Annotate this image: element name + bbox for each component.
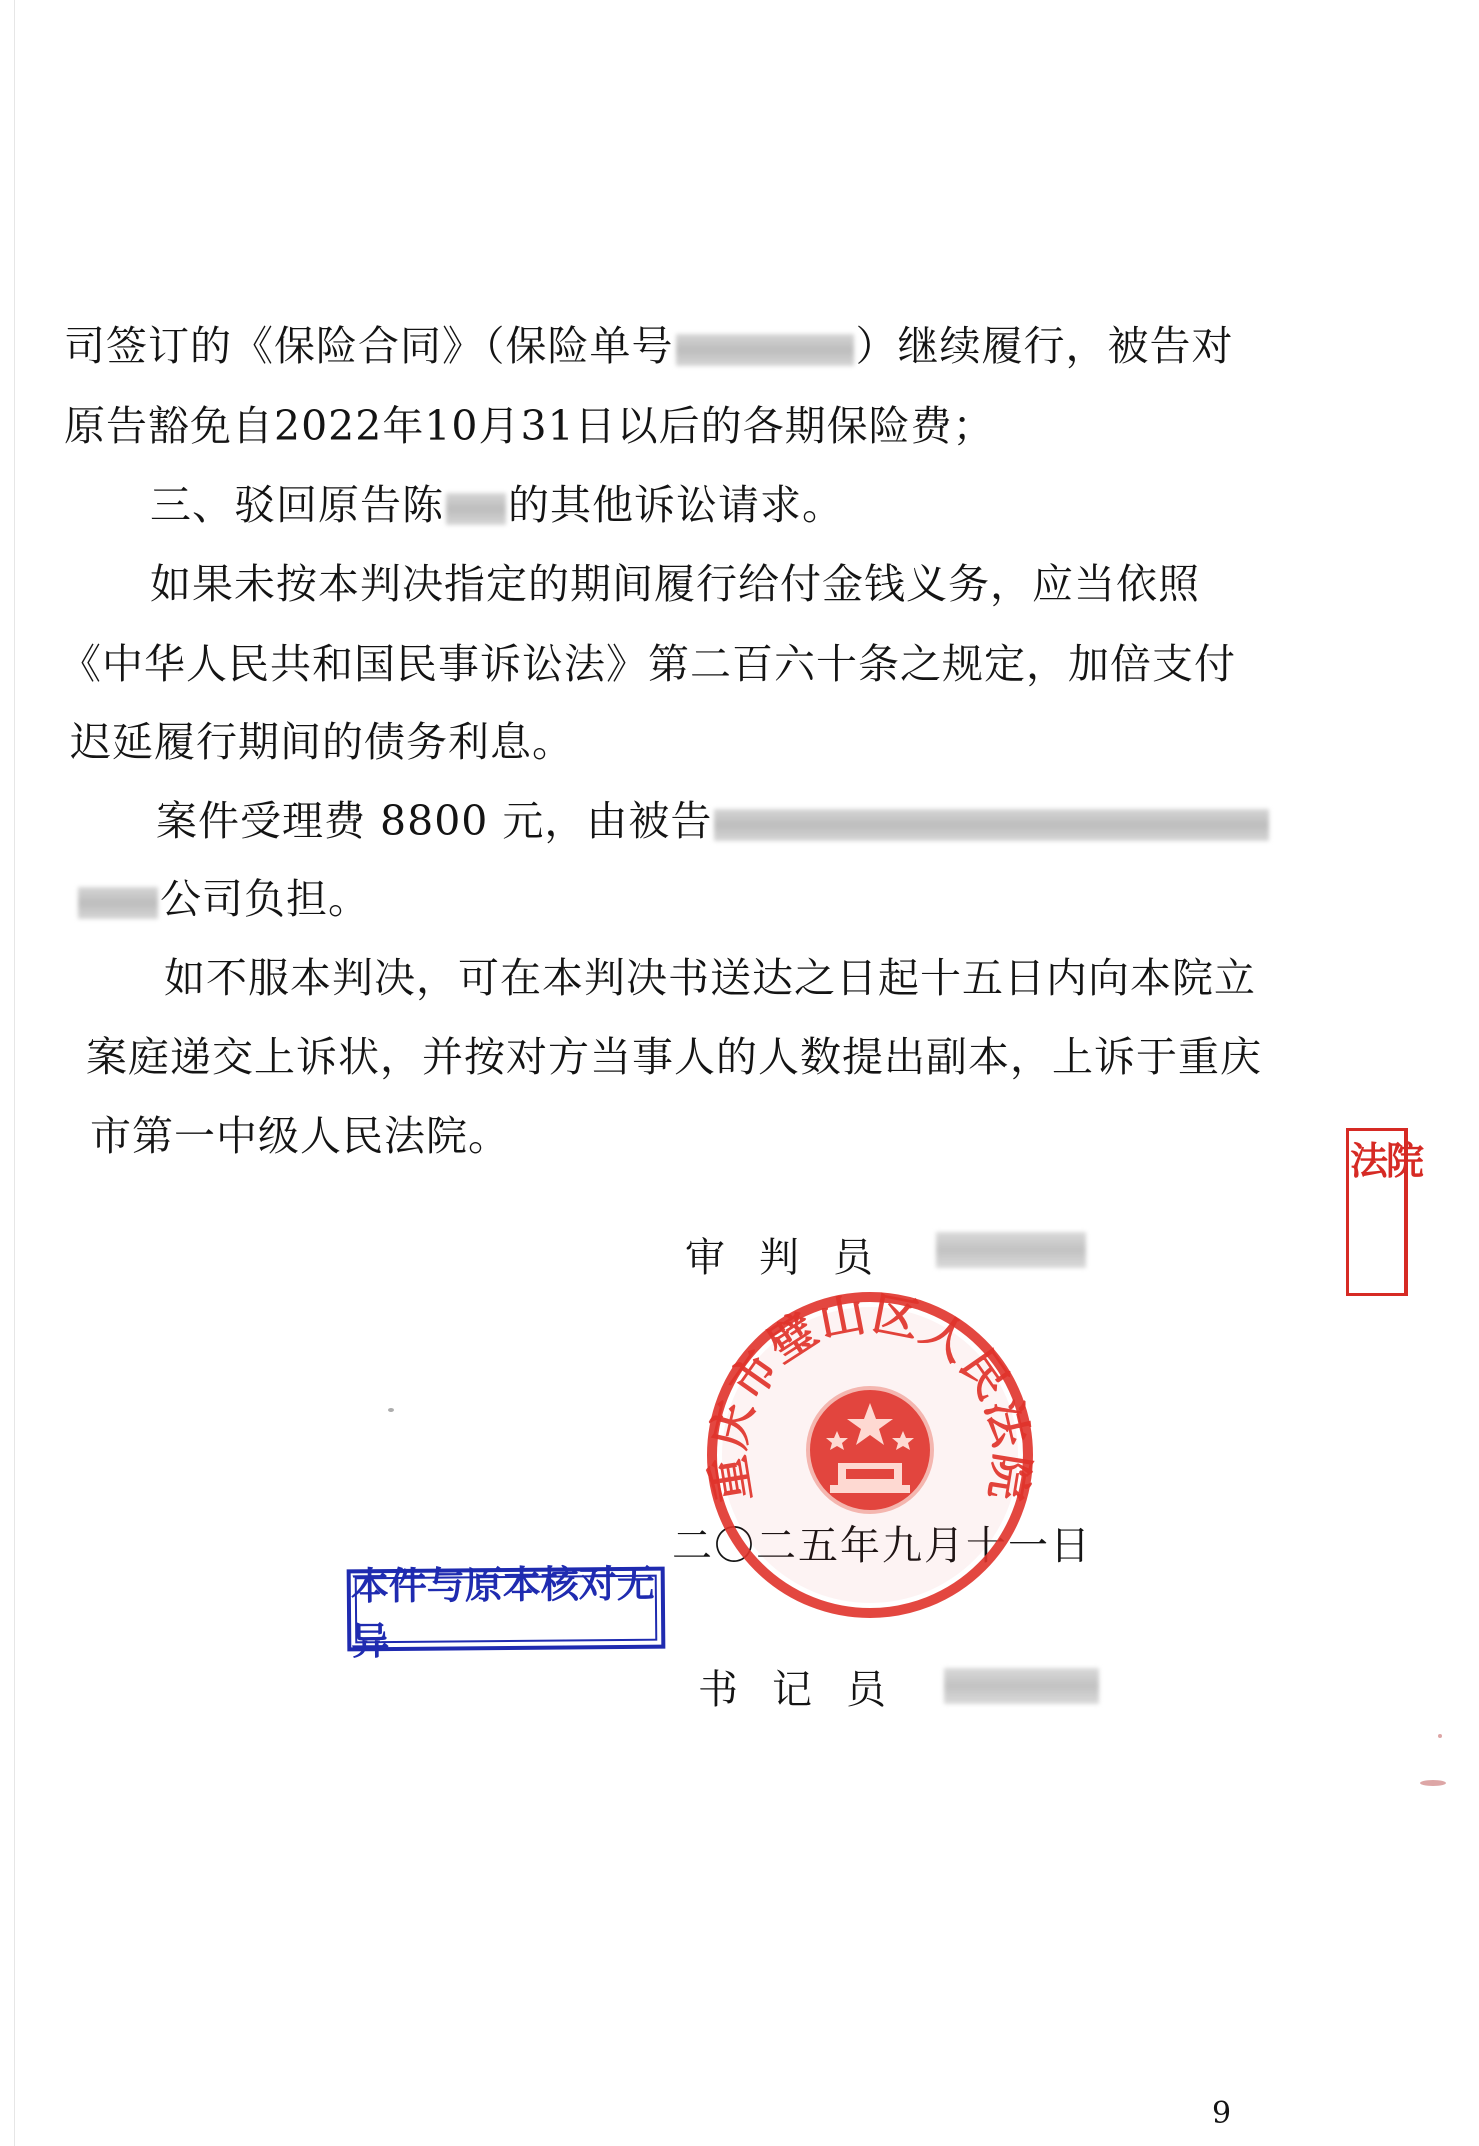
scan-speck [1420,1780,1446,1786]
text-segment: 公司负担。 [160,875,370,923]
text-segment: 司签订的《保险合同》（保险单号 [64,322,674,370]
court-seal-text: 重庆市璧山区人民法院 [700,1286,1040,1506]
scan-edge [14,0,15,2146]
page-number: 9 [1212,2096,1232,2131]
judgment-date: 二〇二五年九月十一日 [672,1523,1092,1569]
redacted-clerk-name [944,1668,1099,1704]
paragraph-3-line-3: 迟延履行期间的债务利息。 [70,718,574,766]
certified-copy-stamp: 本件与原本核对无异 [347,1567,666,1652]
national-emblem-icon [808,1388,932,1512]
court-seal [700,1285,1040,1625]
redacted-defendant-name [714,809,1269,841]
paragraph-3-line-1: 如果未按本判决指定的期间履行给付金钱义务，应当依照 [150,560,1200,608]
text-segment: 案件受理费 8800 元，由被告 [156,797,713,845]
paragraph-4-line-1 [156,793,1356,849]
seam-seal-text: 法院 [1350,1139,1423,1183]
redacted-policy-number [676,334,854,366]
scan-speck [388,1408,394,1412]
text-segment: 三、驳回原告陈 [150,481,444,529]
paragraph-5-line-2: 案庭递交上诉状，并按对方当事人的人数提出副本，上诉于重庆 [86,1033,1262,1081]
paragraph-4-line-2 [76,871,1276,927]
paragraph-1-line-2: 原告豁免自2022年10月31日以后的各期保险费； [64,402,995,450]
clerk-label: 书记员 [698,1667,920,1713]
paragraph-5-line-1: 如不服本判决，可在本判决书送达之日起十五日内向本院立 [164,954,1256,1002]
redacted-plaintiff-name [446,493,506,525]
paragraph-2 [150,477,1350,533]
scan-speck [1438,1734,1442,1738]
redacted-judge-name [936,1232,1086,1268]
redacted-defendant-name-cont [78,887,158,919]
text-segment: ）继续履行，被告对 [855,322,1234,370]
judge-label: 审判员 [685,1235,907,1281]
text-segment: 的其他诉讼请求。 [508,481,844,529]
paragraph-1-line-1 [64,318,1264,374]
paragraph-5-line-3: 市第一中级人民法院。 [90,1112,510,1160]
paragraph-3-line-2: 《中华人民共和国民事诉讼法》第二百六十条之规定，加倍支付 [60,640,1236,688]
